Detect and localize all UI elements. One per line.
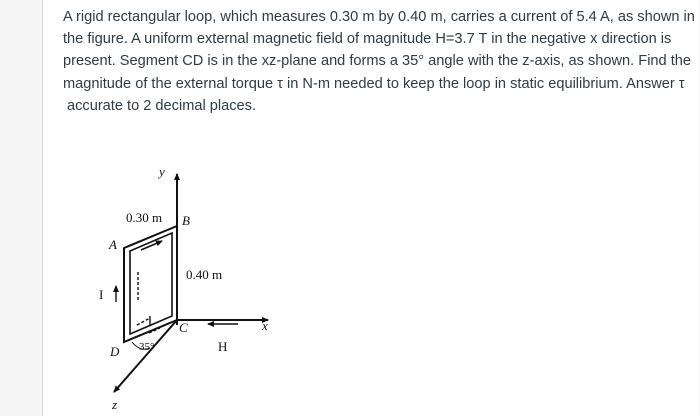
current-loop-inner [130,233,172,334]
question-line: A rigid rectangular loop, which measures 0.30 m by 0.40 m, carries a current of 5.4 A, as shown in [63,9,695,25]
y-axis-label: y [159,164,165,179]
corner-D-label: D [110,344,120,359]
x-axis-label: x [262,318,268,333]
corner-C-label: C [179,320,188,335]
question-line: magnitude of the external torque τ in N-m needed to keep the loop in static equilibrium. Answer τ [63,75,685,92]
question-line: accurate to 2 decimal places. [67,97,257,114]
width-label: 0.30 m [126,210,163,225]
corner-B-label: B [182,213,190,228]
question-line: present. Segment CD is in the xz-plane and forms a 35° angle with the z-axis, as shown. Find the [63,53,692,70]
height-label: 0.40 m [186,267,223,282]
corner-A-label: A [109,237,117,252]
angle-label: 35° [139,341,155,353]
loop-current-arrow-bottom [137,318,150,325]
question-line: the figure. A uniform external magnetic field of magnitude H=3.7 T in the negative x direction is [63,31,672,48]
z-axis-label: z [112,397,118,412]
current-label: I [99,287,104,302]
field-label: H [218,339,228,354]
